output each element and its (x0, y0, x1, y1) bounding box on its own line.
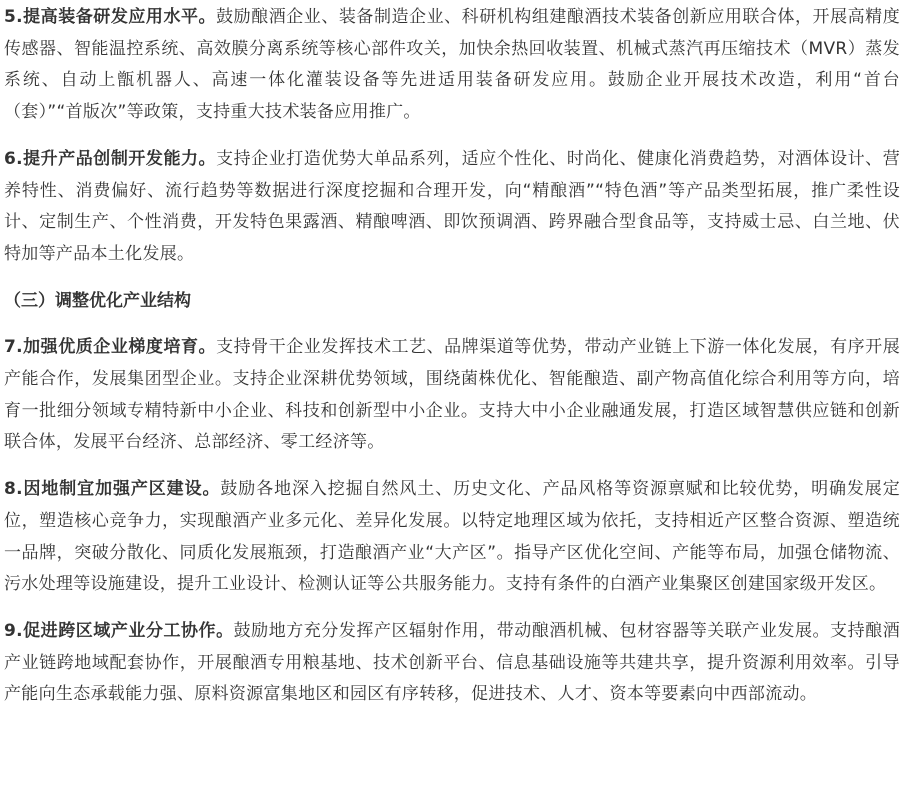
paragraph-item-8 (4, 474, 900, 601)
paragraph-text: 支持企业打造优势大单品系列，适应个性化、时尚化、健康化消费趋势，对酒体设计、营养特性、消费偏好、流行趋势等数据进行深度挖掘和合理开发，向“精酿酒”“特色酒”等产品类型拓展，推广柔性设计、定制生产、个性消费，开发特色果露酒、精酿啤酒、即饮预调酒、跨界融合型食品等，支持威士忌、白兰地、伏特加等产品本土化发展。 (4, 148, 900, 264)
paragraph-lead: 8.因地制宜加强产区建设。 (4, 479, 221, 500)
paragraph-item-9 (4, 616, 900, 711)
document-body (4, 2, 900, 711)
paragraph-item-5 (4, 2, 900, 129)
paragraph-text: 鼓励各地深入挖掘自然风土、历史文化、产品风格等资源禀赋和比较优势，明确发展定位，塑造核心竞争力，实现酿酒产业多元化、差异化发展。以特定地理区域为依托，支持相近产区整合资源、塑造统一品牌，突破分散化、同质化发展瓶颈，打造酿酒产业“大产区”。指导产区优化空间、产能等布局，加强仓储物流、污水处理等设施建设，提升工业设计、检测认证等公共服务能力。支持有条件的白酒产业集聚区创建国家级开发区。 (4, 479, 900, 595)
section-heading: （三）调整优化产业结构 (4, 290, 191, 311)
paragraph-item-6 (4, 144, 900, 271)
paragraph-item-7 (4, 332, 900, 459)
paragraph-lead: 7.加强优质企业梯度培育。 (4, 337, 217, 358)
paragraph-text: 鼓励地方充分发挥产区辐射作用，带动酿酒机械、包材容器等关联产业发展。支持酿酒产业链跨地域配套协作，开展酿酒专用粮基地、技术创新平台、信息基础设施等共建共享，提升资源利用效率。引导产能向生态承载能力强、原料资源富集地区和园区有序转移，促进技术、人才、资本等要素向中西部流动。 (4, 620, 900, 705)
paragraph-text: 支持骨干企业发挥技术工艺、品牌渠道等优势，带动产业链上下游一体化发展，有序开展产能合作，发展集团型企业。支持企业深耕优势领域，围绕菌株优化、智能酿造、副产物高值化综合利用等方向，培育一批细分领域专精特新中小企业、科技和创新型中小企业。支持大中小企业融通发展，打造区域智慧供应链和创新联合体，发展平台经济、总部经济、零工经济等。 (4, 337, 900, 453)
paragraph-text: 鼓励酿酒企业、装备制造企业、科研机构组建酿酒技术装备创新应用联合体，开展高精度传感器、智能温控系统、高效膜分离系统等核心部件攻关，加快余热回收装置、机械式蒸汽再压缩技术（MVR）蒸发系统、自动上甑机器人、高速一体化灌装设备等先进适用装备研发应用。鼓励企业开展技术改造，利用“首台（套）”“首版次”等政策，支持重大技术装备应用推广。 (4, 7, 900, 123)
paragraph-lead: 5.提高装备研发应用水平。 (4, 7, 217, 27)
paragraph-lead: 9.促进跨区域产业分工协作。 (4, 620, 234, 641)
paragraph-lead: 6.提升产品创制开发能力。 (4, 148, 217, 169)
